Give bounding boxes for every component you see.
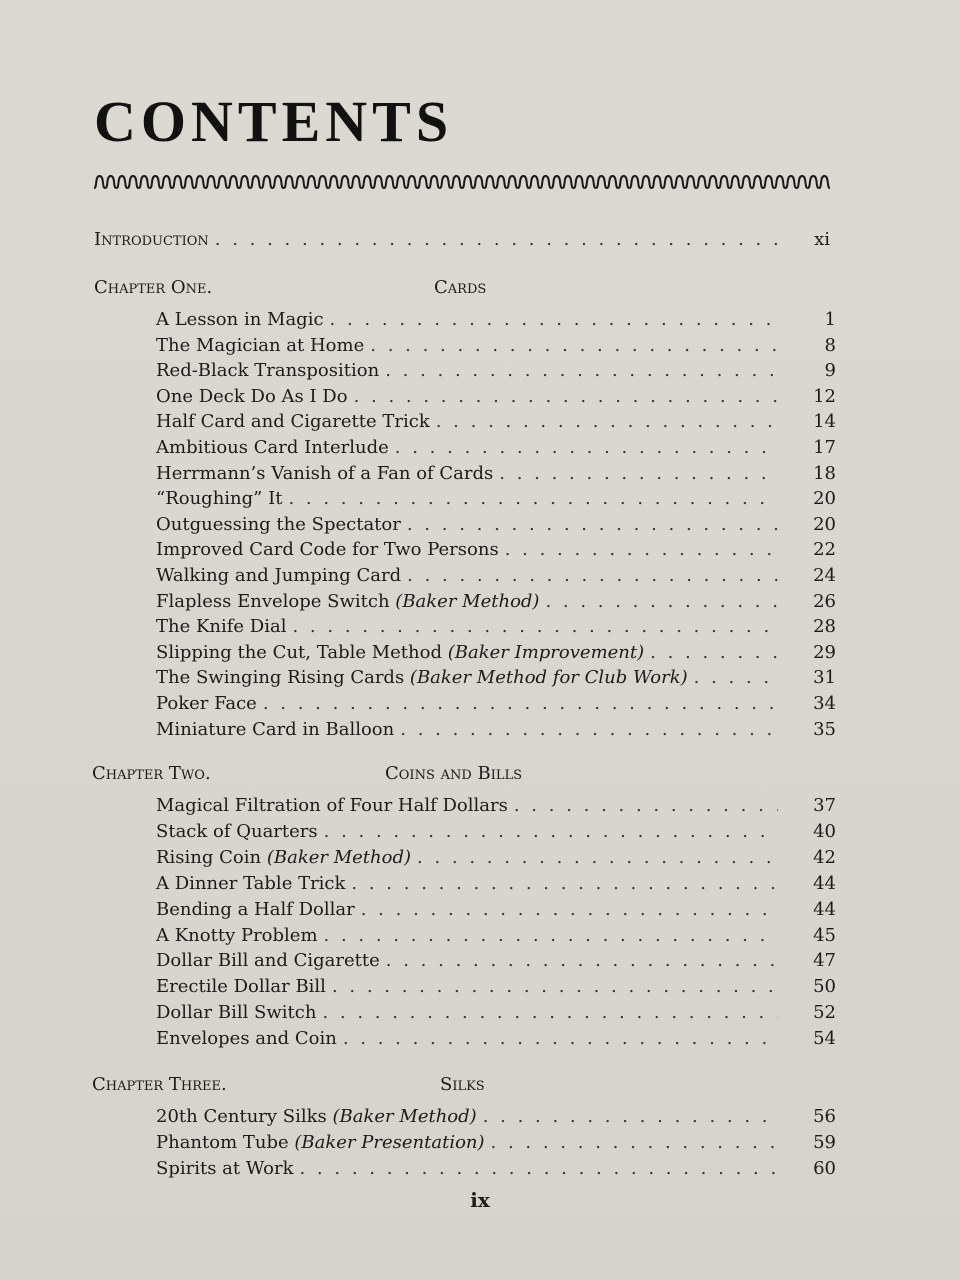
toc-entry-title-group — [156, 615, 292, 639]
toc-entry-note: (Baker Presentation) — [294, 1131, 485, 1153]
ornament-loop — [484, 176, 495, 188]
toc-entry — [156, 334, 836, 358]
decorative-rule — [94, 172, 830, 194]
ornament-loop — [462, 176, 473, 188]
toc-page-number: 60 — [813, 1157, 836, 1179]
ornament-loop — [306, 176, 317, 188]
toc-entry-title: One Deck Do As I Do — [156, 385, 348, 407]
ornament-loop — [373, 176, 384, 188]
toc-entry-title: Spirits at Work — [156, 1157, 294, 1179]
toc-page-number: 14 — [813, 411, 836, 433]
toc-page-number: 35 — [813, 718, 836, 740]
toc-page-number: 40 — [813, 820, 836, 842]
dot-leader — [288, 487, 778, 511]
toc-entry-title-group — [156, 513, 407, 537]
dot-leader — [292, 615, 778, 639]
ornament-loop — [194, 176, 205, 188]
toc-entry-title: A Lesson in Magic — [156, 309, 324, 330]
chapter-three-name: Silks — [440, 1074, 485, 1095]
dot-leader — [386, 949, 778, 973]
toc-entry — [156, 872, 836, 896]
dot-leader — [299, 1157, 778, 1181]
toc-entry — [156, 615, 836, 639]
chapter-two-name: Coins and Bills — [385, 763, 523, 784]
ornament-loop — [429, 176, 440, 188]
dot-leader — [491, 1131, 778, 1155]
dot-leader — [499, 462, 778, 486]
toc-entry-title-group — [156, 462, 499, 486]
ornament-loop — [718, 176, 729, 188]
dot-leader — [343, 1027, 778, 1051]
ornament-loop — [139, 176, 150, 188]
toc-entry-title: Stack of Quarters — [156, 820, 318, 842]
toc-entry-title-group — [156, 949, 386, 973]
toc-entry-title: The Knife Dial — [156, 616, 287, 638]
chapter-one-name: Cards — [434, 277, 487, 298]
toc-entry-title-group — [156, 794, 514, 818]
toc-entry — [156, 949, 836, 973]
ornament-loop — [797, 176, 808, 188]
toc-entry-note: (Baker Method for Club Work) — [409, 667, 688, 689]
toc-entry — [156, 641, 836, 665]
page-folio: ix — [470, 1188, 490, 1212]
ornament-loop — [362, 176, 373, 188]
toc-entry — [156, 794, 836, 818]
toc-entry-title: Erectile Dollar Bill — [156, 976, 326, 998]
toc-entry-title: Improved Card Code for Two Persons — [156, 539, 499, 561]
toc-page-number: 28 — [813, 616, 836, 638]
toc-entry-title-group — [156, 410, 436, 434]
toc-entry-title-group — [156, 359, 385, 383]
toc-entry — [156, 975, 836, 999]
toc-entry-title: Bending a Half Dollar — [156, 898, 355, 920]
ornament-loop — [529, 176, 540, 188]
dot-leader — [407, 513, 778, 537]
toc-entry — [156, 436, 836, 460]
toc-entry — [156, 308, 836, 332]
toc-entry-title-group — [156, 846, 417, 870]
toc-entry-title: Phantom Tube — [156, 1131, 289, 1153]
toc-page-number: 42 — [813, 846, 836, 868]
toc-entry-title: Poker Face — [156, 693, 257, 714]
toc-entry-title-group — [156, 334, 370, 358]
toc-page-number: 59 — [813, 1131, 836, 1153]
toc-entry — [156, 898, 836, 922]
toc-entry — [156, 1001, 836, 1025]
ornament-loop — [228, 176, 239, 188]
ornament-loop — [495, 176, 506, 188]
toc-page-number: 18 — [813, 462, 836, 484]
ornament-loop — [663, 176, 674, 188]
toc-entry-title: Outguessing the Spectator — [156, 513, 401, 535]
ornament-loop — [116, 176, 127, 188]
ornament-loop — [596, 176, 607, 188]
ornament-loop — [562, 176, 573, 188]
toc-entry-title-group — [156, 975, 332, 999]
ornament-loop — [239, 176, 250, 188]
ornament-loop — [540, 176, 551, 188]
dot-leader — [436, 410, 778, 434]
toc-page-number: 17 — [813, 437, 836, 458]
toc-entry — [156, 1027, 836, 1051]
dot-leader — [385, 359, 778, 383]
ornament-loop — [808, 176, 819, 188]
dot-leader — [483, 1105, 778, 1129]
dot-leader — [263, 692, 778, 716]
ornament-loop — [161, 176, 172, 188]
ornament-loop — [406, 176, 417, 188]
ornament-loop — [674, 176, 685, 188]
toc-page-number: 50 — [813, 976, 836, 998]
ornament-loop — [640, 176, 651, 188]
toc-entry-title: Half Card and Cigarette Trick — [156, 411, 430, 433]
toc-entry — [156, 1157, 836, 1181]
dot-leader — [650, 641, 778, 665]
ornament-loop — [507, 176, 518, 188]
toc-entry-title: Dollar Bill Switch — [156, 1002, 317, 1024]
toc-entry-title: Ambitious Card Interlude — [156, 437, 389, 458]
ornament-loop — [417, 176, 428, 188]
toc-entry-title: Herrmann’s Vanish of a Fan of Cards — [156, 462, 494, 484]
ornament-loop — [785, 176, 796, 188]
toc-entry-title-group — [156, 590, 545, 614]
toc-entry-title-group — [156, 487, 288, 511]
toc-entry — [156, 513, 836, 537]
ornament-loop — [284, 176, 295, 188]
toc-entry-title-group — [156, 641, 650, 665]
toc-entry — [156, 820, 836, 844]
ornament-loop — [206, 176, 217, 188]
ornament-loop — [350, 176, 361, 188]
ornament-loop — [250, 176, 261, 188]
ornament-loop — [763, 176, 774, 188]
dot-leader — [332, 975, 778, 999]
ornament-loop — [272, 176, 283, 188]
dot-leader — [505, 538, 778, 562]
ornament-loop — [685, 176, 696, 188]
ornament-loop — [384, 176, 395, 188]
ornament-loop — [94, 176, 105, 188]
dot-leader — [215, 228, 778, 252]
dot-leader — [361, 898, 778, 922]
toc-page-number: 29 — [813, 641, 836, 663]
dot-leader — [324, 820, 778, 844]
dot-leader — [351, 872, 778, 896]
ornament-loop — [150, 176, 161, 188]
toc-entry-title: The Swinging Rising Cards — [156, 667, 405, 689]
toc-page-number: 44 — [813, 872, 836, 894]
ornament-loop — [473, 176, 484, 188]
ornament-loop — [261, 176, 272, 188]
toc-page-number: 37 — [813, 795, 836, 816]
toc-entry-title-group — [156, 718, 400, 742]
ornament-loop — [339, 176, 350, 188]
toc-entry-title-group — [156, 1157, 299, 1181]
toc-entry — [156, 846, 836, 870]
toc-entry — [156, 1131, 836, 1155]
toc-entry-title-group — [156, 924, 324, 948]
toc-entry-title: Flapless Envelope Switch — [156, 590, 390, 612]
dot-leader — [324, 924, 778, 948]
toc-entry-title-group — [156, 820, 324, 844]
ornament-loop — [707, 176, 718, 188]
toc-entry-title: “Roughing” It — [156, 488, 283, 510]
ornament-loop — [451, 176, 462, 188]
toc-page-number: 20 — [813, 488, 836, 510]
dot-leader — [330, 308, 778, 332]
toc-page-number: 12 — [813, 385, 836, 407]
chapter-one-label: Chapter One. — [94, 277, 213, 298]
toc-entry — [156, 385, 836, 409]
ornament-loop — [730, 176, 741, 188]
toc-entry-title: Red-Black Transposition — [156, 360, 380, 382]
ornament-loop — [607, 176, 618, 188]
toc-page-number: 8 — [824, 334, 836, 356]
toc-entry-title-group — [156, 898, 361, 922]
toc-entry-title-group — [156, 1027, 343, 1051]
toc-entry — [156, 666, 836, 690]
toc-entry-title: Magical Filtration of Four Half Dollars — [156, 795, 508, 816]
toc-entry-title-group — [156, 564, 407, 588]
toc-entry-title: Miniature Card in Balloon — [156, 718, 395, 740]
toc-entry-title-group — [156, 1001, 322, 1025]
toc-entry — [156, 590, 836, 614]
dot-leader — [417, 846, 778, 870]
chapter-three-label: Chapter Three. — [92, 1074, 227, 1095]
toc-entry-title-group — [156, 385, 354, 409]
dot-leader — [395, 436, 778, 460]
toc-entry-title: Rising Coin — [156, 846, 262, 868]
toc-entry — [156, 487, 836, 511]
toc-entry-title: Envelopes and Coin — [156, 1028, 337, 1050]
toc-page-number: 54 — [813, 1028, 836, 1050]
ornament-loop — [127, 176, 138, 188]
toc-page-number: 52 — [813, 1002, 836, 1024]
toc-page-number: 45 — [813, 924, 836, 946]
toc-introduction-label: Introduction — [94, 229, 209, 250]
toc-page-number: 56 — [813, 1106, 836, 1127]
toc-entry-title: 20th Century Silks — [156, 1106, 327, 1127]
toc-entry-title-group — [156, 308, 330, 332]
toc-entry-title: Dollar Bill and Cigarette — [156, 950, 380, 972]
ornament-loop — [551, 176, 562, 188]
toc-entry-title-group — [156, 1105, 483, 1129]
toc-page-number: 9 — [824, 360, 836, 382]
toc-entry — [156, 924, 836, 948]
ornament-loop — [574, 176, 585, 188]
ornament-loop — [328, 176, 339, 188]
toc-page-number: 22 — [813, 539, 836, 561]
toc-entry-note: (Baker Method) — [266, 846, 412, 868]
ornament-loop — [395, 176, 406, 188]
toc-entry — [156, 462, 836, 486]
dot-leader — [514, 794, 778, 818]
dot-leader — [545, 590, 778, 614]
ornament-loop — [183, 176, 194, 188]
toc-row-introduction — [94, 228, 830, 252]
toc-page-number: 31 — [813, 667, 836, 689]
toc-entry-note: (Baker Method) — [395, 590, 540, 612]
ornament-loop — [518, 176, 529, 188]
ornament-loop — [774, 176, 785, 188]
toc-entry-title-group — [156, 692, 263, 716]
toc-entry-note: (Baker Improvement) — [447, 641, 645, 663]
toc-page-number: 26 — [813, 590, 836, 612]
ornament-loop — [618, 176, 629, 188]
dot-leader — [400, 718, 778, 742]
toc-page-number: 20 — [813, 513, 836, 535]
dot-leader — [354, 385, 778, 409]
ornament-loop — [217, 176, 228, 188]
toc-entry-title: Walking and Jumping Card — [156, 565, 402, 586]
toc-entry-title: A Knotty Problem — [156, 924, 318, 946]
toc-page-number: xi — [814, 229, 830, 250]
ornament-loop — [752, 176, 763, 188]
toc-entry — [156, 564, 836, 588]
ornament-loop — [652, 176, 663, 188]
toc-page-number: 34 — [813, 693, 836, 714]
toc-entry — [156, 692, 836, 716]
dot-leader — [322, 1001, 778, 1025]
toc-entry — [156, 359, 836, 383]
toc-entry-title: Slipping the Cut, Table Method — [156, 641, 442, 663]
chapter-two-label: Chapter Two. — [92, 763, 211, 784]
toc-page-number: 1 — [824, 309, 836, 330]
ornament-loop — [317, 176, 328, 188]
toc-entry-title-group — [156, 538, 505, 562]
toc-entry-title-group — [156, 666, 694, 690]
ornament-loop — [696, 176, 707, 188]
toc-entry-title-group — [156, 1131, 491, 1155]
toc-entry-title-group — [156, 872, 351, 896]
ornament-loop — [295, 176, 306, 188]
toc-page-number: 24 — [813, 565, 836, 586]
ornament-loop — [629, 176, 640, 188]
ornament-loop — [585, 176, 596, 188]
dot-leader — [694, 666, 778, 690]
ornament-loop — [741, 176, 752, 188]
toc-entry — [156, 1105, 836, 1129]
dot-leader — [407, 564, 778, 588]
toc-page-number: 47 — [813, 950, 836, 972]
toc-entry-title: The Magician at Home — [156, 334, 365, 356]
toc-entry-note: (Baker Method) — [332, 1106, 477, 1127]
ornament-loop — [440, 176, 451, 188]
ornament-loop — [172, 176, 183, 188]
ornament-loop — [105, 176, 116, 188]
toc-entry-title-group — [156, 436, 395, 460]
toc-entry — [156, 410, 836, 434]
toc-entry — [156, 538, 836, 562]
ornament-loop — [819, 176, 830, 188]
page-title: CONTENTS — [94, 89, 454, 154]
dot-leader — [370, 334, 778, 358]
toc-page-number: 44 — [813, 898, 836, 920]
toc-entry — [156, 718, 836, 742]
toc-entry-title: A Dinner Table Trick — [156, 872, 346, 894]
